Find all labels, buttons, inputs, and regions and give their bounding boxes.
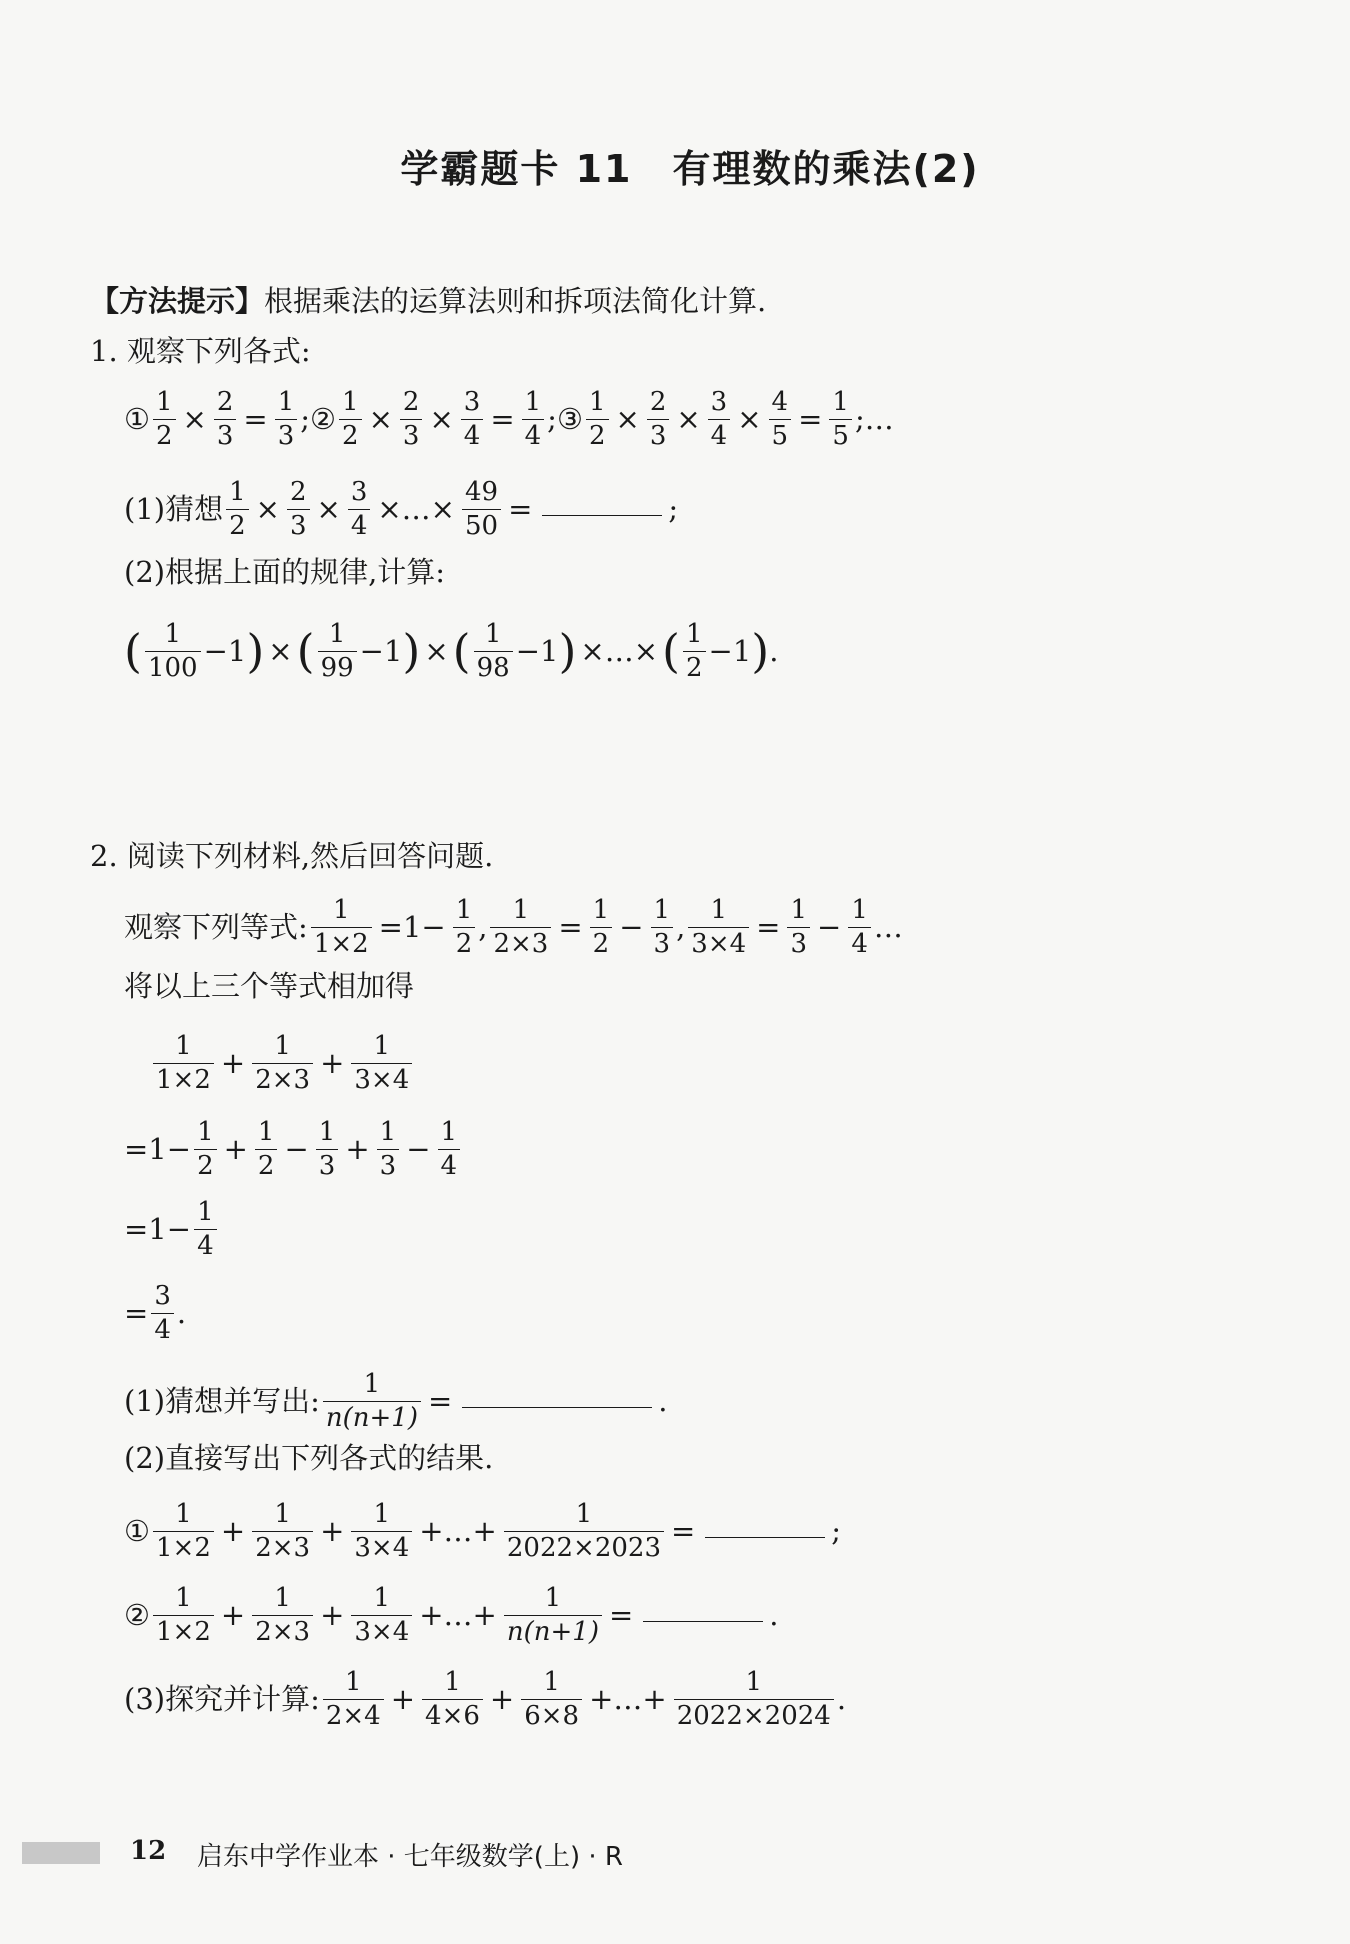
fraction: $\frac{1}{2}$	[255, 1118, 278, 1180]
q2-part3: (3)探究并计算: $\frac{1}{2\times 4}$ + $\frac{1}{4\times 6}$ + $\frac{1}{6\times 8}$ +…+ $\frac{1}{2022\times 2024}$ .	[124, 1667, 847, 1731]
fraction: $\frac{1}{6\times 8}$	[521, 1668, 582, 1730]
fraction: $\frac{1}{2\times 3}$	[490, 896, 551, 958]
q1-heading: 1. 观察下列各式:	[90, 334, 311, 368]
circle-1: ①	[124, 401, 150, 436]
fraction: $\frac{1}{3}$	[377, 1118, 400, 1180]
circle-3: ③	[556, 401, 583, 436]
fraction: $\frac{3}{4}$	[708, 388, 731, 450]
fraction: $\frac{1}{2\times 4}$	[323, 1668, 384, 1730]
separator: ;	[547, 401, 557, 436]
ellipsis: ;…	[854, 401, 894, 436]
fraction: $\frac{1}{n(n+1)}$	[504, 1584, 602, 1646]
observe-label: 观察下列等式:	[124, 909, 308, 944]
hint-text: 根据乘法的运算法则和拆项法简化计算.	[264, 284, 767, 318]
fraction: $\frac{1}{2}$	[683, 620, 706, 682]
fraction: $\frac{1}{2}$	[194, 1118, 217, 1180]
fraction: $\frac{2}{3}$	[400, 388, 423, 450]
fraction: $\frac{2}{3}$	[647, 388, 670, 450]
fraction: $\frac{1}{4}$	[194, 1198, 217, 1260]
q1-part1: (1)猜想 $\frac{1}{2}$ × $\frac{2}{3}$ × $\frac{3}{4}$ ×…× $\frac{49}{50}$ = ;	[124, 477, 679, 541]
page-footer	[0, 1836, 1350, 1876]
fraction: $\frac{1}{3\times 4}$	[351, 1584, 412, 1646]
page-number: 12	[130, 1836, 167, 1866]
fraction: $\frac{3}{4}$	[151, 1282, 174, 1344]
sum-step-1: $\frac{1}{1\times 2}$ + $\frac{1}{2\times 3}$ + $\frac{1}{3\times 4}$	[150, 1032, 415, 1094]
fraction: $\frac{1}{3}$	[316, 1118, 339, 1180]
q1-part2-label: (2)根据上面的规律,计算:	[124, 555, 446, 589]
sum-step-4: = $\frac{3}{4}$ .	[124, 1281, 187, 1345]
fraction: $\frac{4}{5}$	[769, 388, 792, 450]
hint-tag: 【方法提示】	[90, 284, 265, 318]
q2-part2-item1: ① $\frac{1}{1\times 2}$ + $\frac{1}{2\times 3}$ + $\frac{1}{3\times 4}$ +…+ $\frac{1}{2022\times 2023}$ = ;	[124, 1499, 842, 1563]
fraction: $\frac{1}{99}$	[318, 620, 357, 682]
footer-bar	[22, 1842, 100, 1864]
book-title: 启东中学作业本 · 七年级数学(上) · R	[197, 1842, 623, 1872]
method-hint	[90, 284, 767, 318]
fraction: $\frac{1}{2\times 3}$	[252, 1032, 313, 1094]
fraction: $\frac{2}{3}$	[214, 388, 237, 450]
q2-part2-item2: ② $\frac{1}{1\times 2}$ + $\frac{1}{2\times 3}$ + $\frac{1}{3\times 4}$ +…+ $\frac{1}{n(n+1)}$ = .	[124, 1583, 779, 1647]
fraction: $\frac{1}{2}$	[153, 388, 176, 450]
fraction: $\frac{1}{2}$	[586, 388, 609, 450]
answer-blank[interactable]	[542, 514, 662, 516]
answer-blank[interactable]	[643, 1620, 763, 1622]
q2-part2-label: (2)直接写出下列各式的结果.	[124, 1441, 494, 1475]
fraction: $\frac{1}{2}$	[453, 896, 476, 958]
semicolon: ;	[668, 491, 679, 526]
q2-part1: (1)猜想并写出: $\frac{1}{n(n+1)}$ = .	[124, 1369, 668, 1433]
fraction: $\frac{3}{4}$	[461, 388, 484, 450]
fraction: $\frac{1}{1\times 2}$	[153, 1500, 214, 1562]
separator: ;	[300, 401, 311, 436]
fraction: $\frac{49}{50}$	[462, 478, 501, 540]
sum-step-2: =1− $\frac{1}{2}$ + $\frac{1}{2}$ − $\frac{1}{3}$ + $\frac{1}{3}$ − $\frac{1}{4}$	[124, 1118, 463, 1180]
sum-label: 将以上三个等式相加得	[124, 969, 415, 1003]
fraction: $\frac{1}{2022\times 2024}$	[674, 1668, 834, 1730]
q2-heading: 2. 阅读下列材料,然后回答问题.	[90, 839, 494, 873]
fraction: $\frac{1}{100}$	[145, 620, 201, 682]
q1-observe-line: ① $\frac{1}{2}$ × $\frac{2}{3}$ = $\frac{1}{3}$ ; ② $\frac{1}{2}$ × $\frac{2}{3}$ × $\frac{3}{4}$ = $\frac{1}{4}$ ; ③ $\frac{1}{2}$ × $\frac{2}{3}$ × $\frac{3}{4}$ × $\frac{4}{5}$ = $\frac{1}{5}$ ;…	[124, 387, 894, 451]
fraction: $\frac{1}{2}$	[226, 478, 249, 540]
answer-blank[interactable]	[705, 1536, 825, 1538]
fraction: $\frac{2}{3}$	[287, 478, 310, 540]
fraction: $\frac{1}{3\times 4}$	[351, 1500, 412, 1562]
fraction: $\frac{3}{4}$	[348, 478, 371, 540]
fraction: $\frac{1}{3\times 4}$	[351, 1032, 412, 1094]
fraction: $\frac{1}{4}$	[522, 388, 545, 450]
page-title: 学霸题卡 11 有理数的乘法(2)	[400, 147, 980, 191]
fraction: $\frac{1}{1\times 2}$	[153, 1032, 214, 1094]
fraction: $\frac{1}{4}$	[438, 1118, 461, 1180]
fraction: $\frac{1}{3}$	[275, 388, 298, 450]
fraction: $\frac{1}{2\times 3}$	[252, 1584, 313, 1646]
fraction: $\frac{1}{n(n+1)}$	[323, 1370, 421, 1432]
answer-blank[interactable]	[462, 1406, 652, 1408]
fraction: $\frac{1}{3}$	[787, 896, 810, 958]
fraction: $\frac{1}{3\times 4}$	[688, 896, 749, 958]
fraction: $\frac{1}{2}$	[590, 896, 613, 958]
fraction: $\frac{1}{4}$	[848, 896, 871, 958]
fraction: $\frac{1}{5}$	[829, 388, 852, 450]
fraction: $\frac{1}{1\times 2}$	[311, 896, 372, 958]
q1-expression: ( $\frac{1}{100}$ −1 ) × ( $\frac{1}{99}$ −1 ) × ( $\frac{1}{98}$ −1 ) ×…× ( $\frac{1}{2}$ −1 ) .	[124, 619, 779, 683]
part-label: (1)猜想	[124, 491, 224, 526]
q2-observe-line: 观察下列等式: $\frac{1}{1\times 2}$ =1− $\frac{1}{2}$ , $\frac{1}{2\times 3}$ = $\frac{1}{2}$ − $\frac{1}{3}$ , $\frac{1}{3\times 4}$ = $\frac{1}{3}$ − $\frac{1}{4}$ …	[124, 895, 903, 959]
fraction: $\frac{1}{3}$	[651, 896, 674, 958]
fraction: $\frac{1}{98}$	[474, 620, 513, 682]
part-label: (3)探究并计算:	[124, 1681, 320, 1716]
fraction: $\frac{1}{1\times 2}$	[153, 1584, 214, 1646]
fraction: $\frac{1}{2\times 3}$	[252, 1500, 313, 1562]
circle-2: ②	[310, 401, 337, 436]
fraction: $\frac{1}{4\times 6}$	[422, 1668, 483, 1730]
part-label: (1)猜想并写出:	[124, 1383, 320, 1418]
sum-step-3: =1− $\frac{1}{4}$	[124, 1198, 220, 1260]
fraction: $\frac{1}{2}$	[339, 388, 362, 450]
fraction: $\frac{1}{2022\times 2023}$	[504, 1500, 664, 1562]
